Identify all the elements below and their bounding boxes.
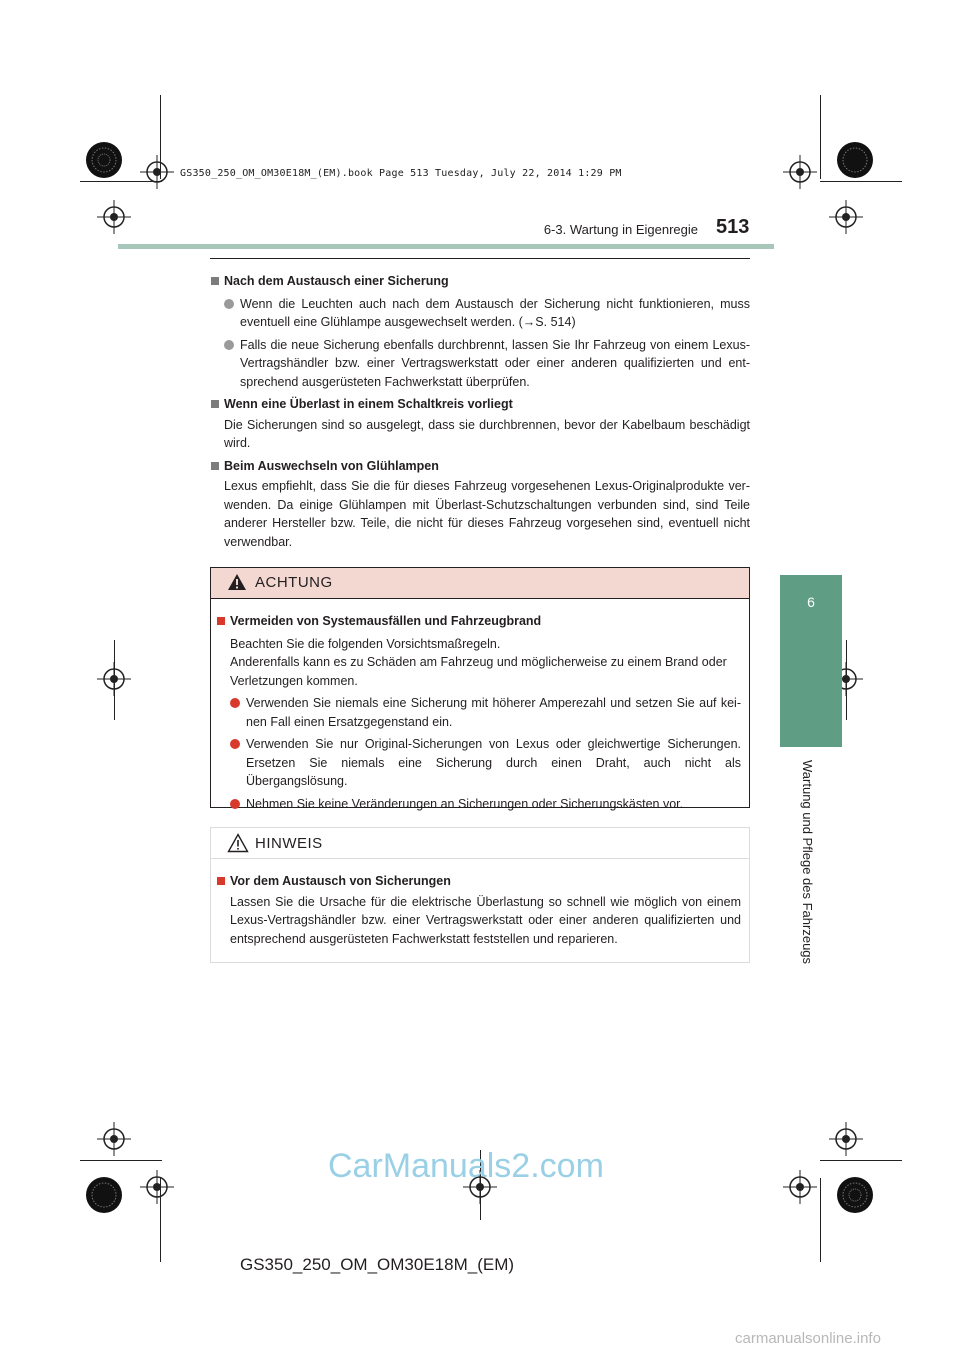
- main-content: [210, 268, 750, 551]
- registration-mark-icon: [783, 1170, 817, 1204]
- warning-bullet: [216, 735, 741, 791]
- bullet-item: [210, 295, 750, 332]
- book-info-line: GS350_250_OM_OM30E18M_(EM).book Page 513 Tuesday, July 22, 2014 1:29 PM: [180, 168, 622, 179]
- bullet-dot-icon: [230, 739, 240, 749]
- registration-mark-icon: [829, 200, 863, 234]
- bullet-dot-icon: [224, 299, 234, 309]
- document-code: GS350_250_OM_OM30E18M_(EM): [240, 1255, 515, 1274]
- notice-header: [211, 828, 749, 859]
- content-top-rule: [210, 258, 750, 259]
- section-heading: Wenn eine Überlast in einem Schaltkreis vorliegt: [210, 395, 750, 414]
- bullet-item: [210, 336, 750, 392]
- notice-body: [216, 872, 741, 948]
- registration-mark-icon: [829, 1122, 863, 1156]
- registration-mark-icon: [783, 155, 817, 189]
- warning-bullet-text: Verwenden Sie niemals eine Sicherung mit höherer Amperezahl und setzen Sie auf kei-nen Fall einen Ersatzgegenstand ein.: [246, 696, 741, 729]
- registration-mark-icon: [140, 155, 174, 189]
- bullet-dot-icon: [230, 799, 240, 809]
- chapter-label: Wartung und Pflege des Fahrzeugs: [800, 760, 815, 965]
- section-paragraph: Lexus empfiehlt, dass Sie die für dieses Fahrzeug vorgesehenen Lexus-Originalprodukte ver-wenden. Da einige Glühlampen mit Überlast-Schutzschaltungen verbunden sind, sind Teile anderer Hersteller bzw. Teile, die nicht für dieses Fahrzeug vorgesehen sind, eventuell nicht verwendbar.: [224, 479, 750, 549]
- bullet-dot-icon: [230, 698, 240, 708]
- registration-mark-icon: [97, 200, 131, 234]
- sunburst-mark-icon: [836, 1176, 874, 1214]
- registration-mark-icon: [97, 1122, 131, 1156]
- section-heading: Beim Auswechseln von Glühlampen: [210, 457, 750, 476]
- section-title: 6-3. Wartung in Eigenregie: [543, 222, 698, 237]
- section-heading: Nach dem Austausch einer Sicherung: [210, 272, 750, 291]
- notice-heading: Vor dem Austausch von Sicherungen: [216, 872, 741, 891]
- notice-paragraph: Lassen Sie die Ursache für die elektrische Überlastung so schnell wie möglich von einem Lexus-Vertragshändler bzw. einer Vertragswerkstatt oder einer anderen qualifizierten und entsprechend ausgerüsteten Fachwerkstatt feststellen und reparieren.: [230, 894, 741, 946]
- notice-title: HINWEIS: [255, 835, 323, 852]
- warning-heading: Vermeiden von Systemausfällen und Fahrzeugbrand: [216, 612, 741, 631]
- registration-mark-icon: [97, 662, 131, 696]
- chapter-number: 6: [807, 594, 815, 610]
- warning-header: [211, 568, 749, 599]
- bullet-text: Falls die neue Sicherung ebenfalls durchbrennt, lassen Sie Ihr Fahrzeug von einem Lexus-Vertragshändler bzw. einer Vertragswerkstatt oder einer anderen qualifizierten und ent-sprechend ausgerüsteten Fachwerkstatt überprüfen.: [240, 337, 750, 389]
- bullet-dot-icon: [224, 340, 234, 350]
- notice-triangle-icon: [227, 833, 249, 853]
- warning-intro: Anderenfalls kann es zu Schäden am Fahrzeug und möglicherweise zu einem Brand oder Verletzungen kommen.: [230, 655, 727, 688]
- warning-box: [210, 567, 750, 811]
- warning-intro: Beachten Sie die folgenden Vorsichtsmaßregeln.: [230, 636, 501, 651]
- notice-box: [210, 827, 750, 963]
- watermark: CarManuals2.com: [328, 1147, 604, 1185]
- sunburst-mark-icon: [85, 141, 123, 179]
- warning-bullet: [216, 694, 741, 731]
- warning-title: ACHTUNG: [255, 574, 333, 591]
- warning-body: [216, 612, 741, 813]
- warning-bullet-text: Nehmen Sie keine Veränderungen an Sicherungen oder Sicherungskästen vor.: [246, 796, 684, 811]
- watermark: carmanualsonline.info: [735, 1330, 881, 1347]
- registration-mark-icon: [140, 1170, 174, 1204]
- section-paragraph: Die Sicherungen sind so ausgelegt, dass sie durchbrennen, bevor der Kabelbaum beschädigt wird.: [224, 417, 750, 450]
- header-rule: [118, 244, 774, 249]
- sunburst-mark-icon: [836, 141, 874, 179]
- bullet-text: Wenn die Leuchten auch nach dem Austausch der Sicherung nicht funktionieren, muss eventuell eine Glühlampe ausgewechselt werden. (→S. 514): [240, 296, 750, 329]
- warning-triangle-icon: [227, 573, 247, 591]
- warning-bullet: [216, 795, 741, 814]
- warning-bullet-text: Verwenden Sie nur Original-Sicherungen von Lexus oder gleichwertige Sicherungen. Ersetzen Sie niemals eine Sicherung durch einen Draht, auch nicht als Übergangslösung.: [246, 737, 741, 788]
- page-number: 513: [716, 216, 750, 238]
- sunburst-mark-icon: [85, 1176, 123, 1214]
